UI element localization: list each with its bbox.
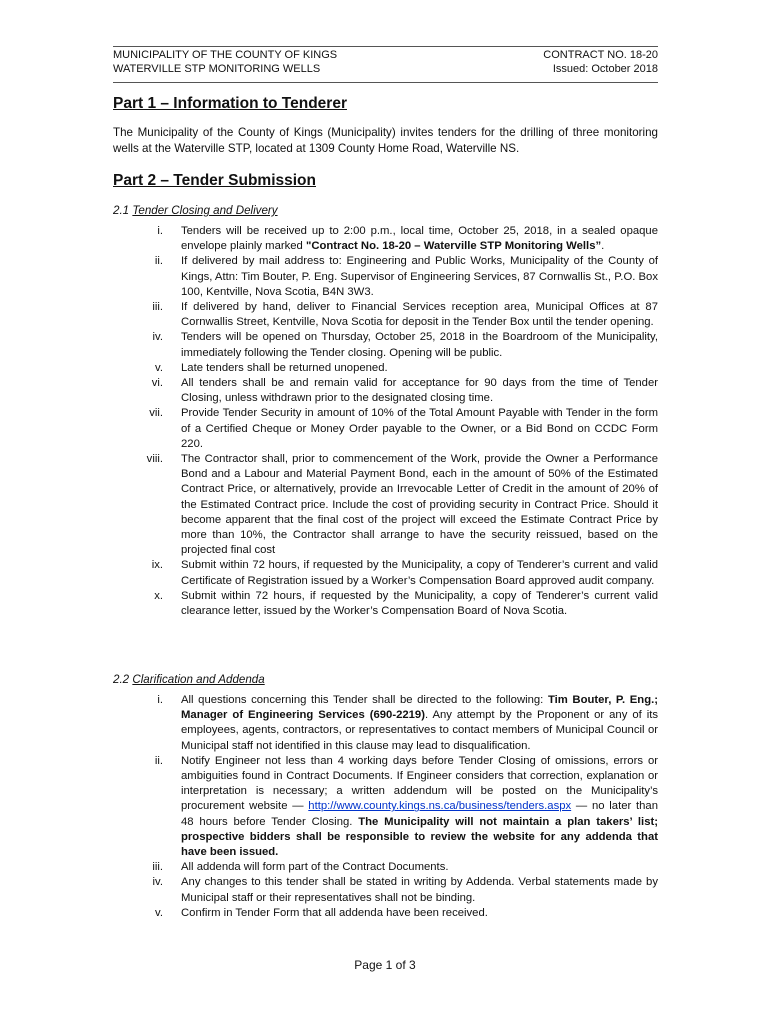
item-number: iv. <box>152 876 163 889</box>
item-text <box>181 361 658 376</box>
item-text <box>181 754 658 860</box>
list-item <box>113 754 658 860</box>
item-text-segment: All addenda will form part of the Contract Documents. <box>181 861 449 874</box>
item-text-segment: . <box>601 240 605 253</box>
item-text-segment: Confirm in Tender Form that all addenda have been received. <box>181 906 488 919</box>
list-item <box>113 254 658 300</box>
item-text-segment: Tenders will be received up to 2:00 p.m., local time, October 25, 2018, in a sealed opaque envelope plainly marked <box>181 225 658 253</box>
list-item <box>113 452 658 558</box>
item-text <box>181 875 658 905</box>
item-text <box>181 860 658 875</box>
list-item <box>113 406 658 452</box>
item-number: i. <box>157 225 163 237</box>
list-item <box>113 860 658 875</box>
list-item <box>113 693 658 754</box>
list-item <box>113 906 658 921</box>
header-top-rule <box>113 46 658 47</box>
item-number: vi. <box>151 377 163 390</box>
item-text <box>181 693 658 754</box>
item-number: viii. <box>146 453 163 466</box>
item-text <box>181 906 658 921</box>
item-text-segment: If delivered by hand, deliver to Financial Services reception area, Municipal Offices at 87 Cornwallis Street, Kentville, Nova Scotia for deposit in the Tender Box until the tender opening. <box>181 301 658 329</box>
item-number: ii. <box>154 255 163 268</box>
item-emphasis: "Contract No. 18-20 – Waterville STP Monitoring Wells” <box>305 240 602 253</box>
item-number: iv. <box>152 331 163 344</box>
item-number: vii. <box>149 407 163 420</box>
item-text-segment: Submit within 72 hours, if requested by the Municipality, a copy of Tenderer’s current valid clearance letter, issued by the Worker’s Compensation Board of Nova Scotia. <box>181 589 658 618</box>
item-number: v. <box>155 906 163 919</box>
item-text-segment: Provide Tender Security in amount of 10% of the Total Amount Payable with Tender in the form of a Certified Cheque or Money Order payable to the Owner, or a Bid Bond on CCDC Form 220. <box>181 407 658 450</box>
item-text-segment: All tenders shall be and remain valid for acceptance for 90 days from the time of Tender Closing, unless withdrawn prior to the designated closing time. <box>181 377 658 405</box>
item-text <box>181 452 658 558</box>
item-text-segment: If delivered by mail address to: Engineering and Public Works, Municipality of the County of Kings, Attn: Tim Bouter, P. Eng. Supervisor of Engineering Services, 87 Cornwallis St., P.O. Box 100, Kentville, Nova Scotia, B4N 3W3. <box>181 255 658 298</box>
item-emphasis: The Municipality will not maintain a plan takers’ list; prospective bidders shall be responsible to review the website for any addenda that have been issued. <box>181 815 658 859</box>
issue-date: Issued: October 2018 <box>552 63 658 75</box>
header-bottom-rule <box>113 82 658 83</box>
contract-number: CONTRACT NO. 18-20 <box>543 49 658 61</box>
item-text <box>181 224 658 254</box>
item-text <box>181 376 658 406</box>
section-2-2-heading: 2.2 Clarification and Addenda <box>113 673 265 686</box>
item-text-segment: The Contractor shall, prior to commencement of the Work, provide the Owner a Performance Bond and a Labour and Material Payment Bond, each in the amount of 50% of the Estimated Contract Price, or alternatively, provide an Irrevocable Letter of Credit in the amount of 20% of the Estimated Contract price. Include the cost of providing security in Contract Price. Should it become apparent that the final cost of the project will exceed the Estimate Contract Price by more than 10%, the Contractor shall arrange to have the security reissued, based on the projected final cost <box>181 453 658 557</box>
item-number: iii. <box>152 301 163 314</box>
list-item <box>113 300 658 330</box>
section-2-1-heading: 2.1 Tender Closing and Delivery <box>113 204 278 217</box>
item-text-segment: Any changes to this tender shall be stated in writing by Addenda. Verbal statements made by Municipal staff or their representatives shall not be binding. <box>181 876 658 904</box>
item-number: iii. <box>152 861 163 874</box>
item-number: ii. <box>154 754 163 767</box>
list-item <box>113 376 658 406</box>
item-text <box>181 406 658 452</box>
list-item <box>113 875 658 905</box>
item-number: v. <box>155 361 163 374</box>
item-text <box>181 589 658 619</box>
item-text <box>181 300 658 330</box>
list-item <box>113 558 658 588</box>
tenders-website-link[interactable]: http://www.county.kings.ns.ca/business/tenders.aspx <box>308 800 572 813</box>
item-text-segment: . Any attempt by the Proponent or any of its employees, agents, contractors, or representatives to contact members of Municipal Council or Municipal staff not identified in this clause may lead to disqualification. <box>181 709 658 752</box>
item-text-segment: Submit within 72 hours, if requested by the Municipality, a copy of Tenderer’s current and valid Certificate of Registration issued by a Worker’s Compensation Board approved audit company. <box>181 559 658 587</box>
item-number: ix. <box>151 559 163 572</box>
item-text-segment: Notify Engineer not less than 4 working days before Tender Closing of omissions, errors or ambiguities found in Contract Documents. If Engineer considers that correction, explanation or interpretation is necessary; a written addendum will be posted on the Municipality’s procurement website — <box>181 754 658 813</box>
item-text <box>181 558 658 588</box>
item-text-segment: — no later than 48 hours before Tender Closing. <box>181 800 658 828</box>
item-text <box>181 254 658 300</box>
item-number: i. <box>157 694 163 706</box>
page-number: Page 1 of 3 <box>354 958 416 972</box>
org-name: MUNICIPALITY OF THE COUNTY OF KINGS <box>113 49 338 61</box>
list-item <box>113 361 658 376</box>
part1-heading: Part 1 – Information to Tenderer <box>113 95 347 112</box>
item-emphasis: Tim Bouter, P. Eng.; Manager of Engineering Services (690-2219) <box>181 694 658 722</box>
part2-heading: Part 2 – Tender Submission <box>113 172 316 189</box>
item-text-segment: All questions concerning this Tender shall be directed to the following: <box>181 694 548 706</box>
item-text-segment: Tenders will be opened on Thursday, October 25, 2018 in the Boardroom of the Municipality, immediately following the Tender closing. Opening will be public. <box>181 331 658 359</box>
list-item <box>113 589 658 619</box>
item-text-segment: Late tenders shall be returned unopened. <box>181 361 388 374</box>
list-item <box>113 224 658 254</box>
section-2-2-list <box>113 693 658 921</box>
section-2-1-list <box>113 224 658 619</box>
item-text <box>181 330 658 360</box>
item-number: x. <box>154 589 163 602</box>
list-item <box>113 330 658 360</box>
part1-body: The Municipality of the County of Kings (Municipality) invites tenders for the drilling of three monitoring wells at the Waterville STP, located at 1309 County Home Road, Waterville NS. <box>113 126 658 155</box>
project-name: WATERVILLE STP MONITORING WELLS <box>113 63 321 75</box>
